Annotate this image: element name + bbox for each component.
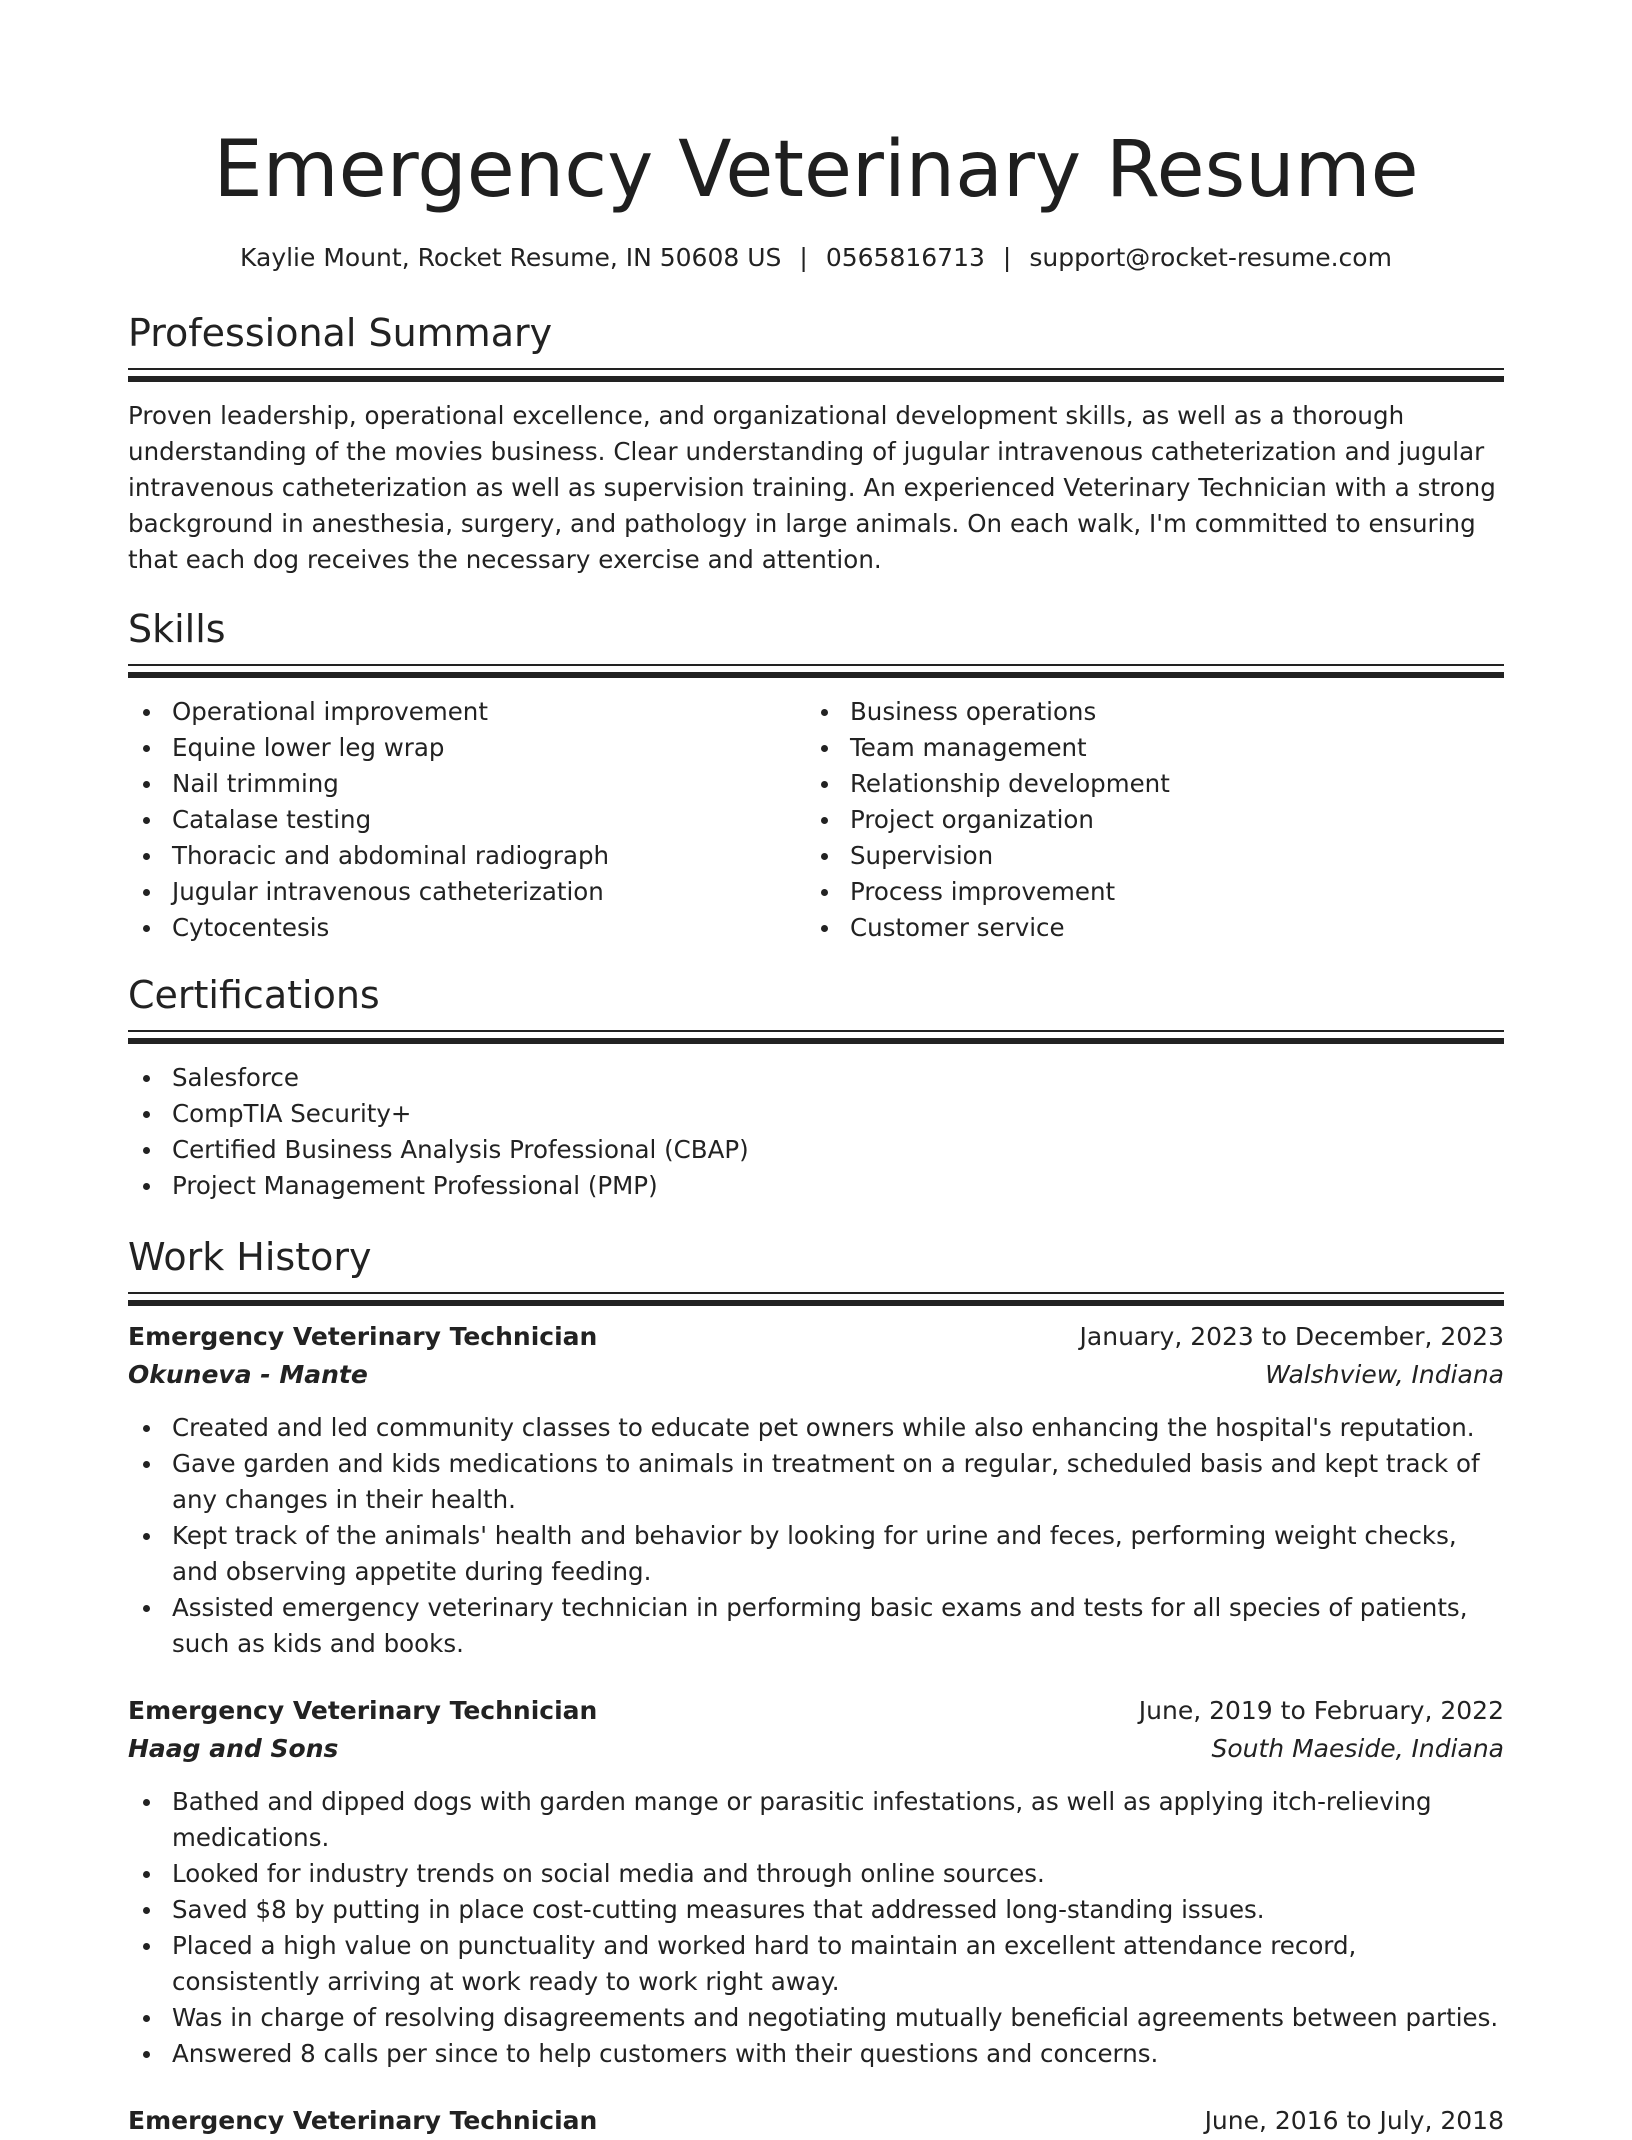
job-duty: Assisted emergency veterinary technician in performing basic exams and tests for all species of patients, such as kids and books. (128, 1590, 1504, 1662)
section-divider (128, 664, 1504, 680)
skill-item: Cytocentesis (128, 910, 806, 946)
skill-item: Project organization (806, 802, 1484, 838)
job-location: Walshview, Indiana (1265, 1360, 1504, 1389)
job-dates: June, 2019 to February, 2022 (1138, 1696, 1504, 1725)
job-entry (128, 1318, 1504, 1662)
certification-item: Certified Business Analysis Professional (CBAP) (128, 1132, 1504, 1168)
job-title: Emergency Veterinary Technician (128, 1696, 598, 1725)
contact-phone: 0565816713 (825, 243, 985, 272)
job-company: Haag and Sons (128, 1734, 339, 1763)
job-duty: Answered 8 calls per since to help customers with their questions and concerns. (128, 2036, 1504, 2072)
skills-columns (128, 694, 1504, 946)
skill-item: Supervision (806, 838, 1484, 874)
job-duty: Placed a high value on punctuality and worked hard to maintain an excellent attendance record, consistently arriving at work ready to work right away. (128, 1928, 1504, 2000)
work-history-heading: Work History (128, 1235, 372, 1279)
skill-item: Business operations (806, 694, 1484, 730)
work-history-section (128, 1234, 1504, 2140)
contact-separator: | (1002, 243, 1012, 272)
job-title: Emergency Veterinary Technician (128, 1322, 598, 1351)
job-dates: June, 2016 to July, 2018 (1204, 2106, 1504, 2135)
skill-item: Catalase testing (128, 802, 806, 838)
job-duties-list (128, 1410, 1504, 1662)
skills-section (128, 606, 1504, 946)
skill-item: Jugular intravenous catheterization (128, 874, 806, 910)
certification-item: Salesforce (128, 1060, 1504, 1096)
skill-item: Thoracic and abdominal radiograph (128, 838, 806, 874)
contact-address: Kaylie Mount, Rocket Resume, IN 50608 US (240, 243, 782, 272)
skill-item: Relationship development (806, 766, 1484, 802)
skills-list-right (806, 694, 1484, 946)
section-divider (128, 368, 1504, 384)
job-dates: January, 2023 to December, 2023 (1079, 1322, 1504, 1351)
job-header-row (128, 2102, 1504, 2140)
skill-item: Customer service (806, 910, 1484, 946)
certifications-section (128, 972, 1504, 1204)
job-duties-list (128, 1784, 1504, 2072)
summary-heading: Professional Summary (128, 311, 553, 355)
summary-text: Proven leadership, operational excellence, and organizational development skills, as well as a thorough understanding of the movies business. Clear understanding of jugular intravenous catheterization and jugular intravenous catheterization as well as supervision training. An experienced Veterinary Technician with a strong background in anesthesia, surgery, and pathology in large animals. On each walk, I'm committed to ensuring that each dog receives the necessary exercise and attention. (128, 401, 1496, 574)
job-duty: Bathed and dipped dogs with garden mange or parasitic infestations, as well as applying itch-relieving medications. (128, 1784, 1504, 1856)
job-header-row (128, 1318, 1504, 1356)
job-entry (128, 2102, 1504, 2140)
job-duty: Saved $8 by putting in place cost-cutting measures that addressed long-standing issues. (128, 1892, 1504, 1928)
job-duty: Created and led community classes to educate pet owners while also enhancing the hospital's reputation. (128, 1410, 1504, 1446)
job-duty: Looked for industry trends on social media and through online sources. (128, 1856, 1504, 1892)
job-company: Okuneva - Mante (128, 1360, 368, 1389)
certifications-list (128, 1060, 1504, 1204)
skill-item: Team management (806, 730, 1484, 766)
certification-item: Project Management Professional (PMP) (128, 1168, 1504, 1204)
skills-heading: Skills (128, 607, 226, 651)
section-divider (128, 1292, 1504, 1308)
section-divider (128, 1030, 1504, 1046)
resume-title: Emergency Veterinary Resume (213, 125, 1419, 215)
job-duty: Was in charge of resolving disagreements and negotiating mutually beneficial agreements between parties. (128, 2000, 1504, 2036)
job-company-row (128, 1356, 1504, 1394)
skill-item: Process improvement (806, 874, 1484, 910)
skill-item: Operational improvement (128, 694, 806, 730)
job-duty: Kept track of the animals' health and behavior by looking for urine and feces, performing weight checks, and observing appetite during feeding. (128, 1518, 1504, 1590)
summary-section (128, 310, 1504, 578)
certifications-heading: Certifications (128, 973, 380, 1017)
skills-list-left (128, 694, 806, 946)
job-header-row (128, 1692, 1504, 1730)
contact-separator: | (799, 243, 808, 272)
skill-item: Equine lower leg wrap (128, 730, 806, 766)
job-duty: Gave garden and kids medications to animals in treatment on a regular, scheduled basis and kept track of any changes in their health. (128, 1446, 1504, 1518)
job-title: Emergency Veterinary Technician (128, 2106, 598, 2135)
certification-item: CompTIA Security+ (128, 1096, 1504, 1132)
contact-email[interactable]: support@rocket-resume.com (1029, 243, 1392, 272)
job-company-row (128, 1730, 1504, 1768)
skill-item: Nail trimming (128, 766, 806, 802)
contact-line (128, 242, 1504, 274)
resume-page (128, 0, 1504, 2140)
job-location: South Maeside, Indiana (1211, 1734, 1504, 1763)
job-entry (128, 1692, 1504, 2072)
